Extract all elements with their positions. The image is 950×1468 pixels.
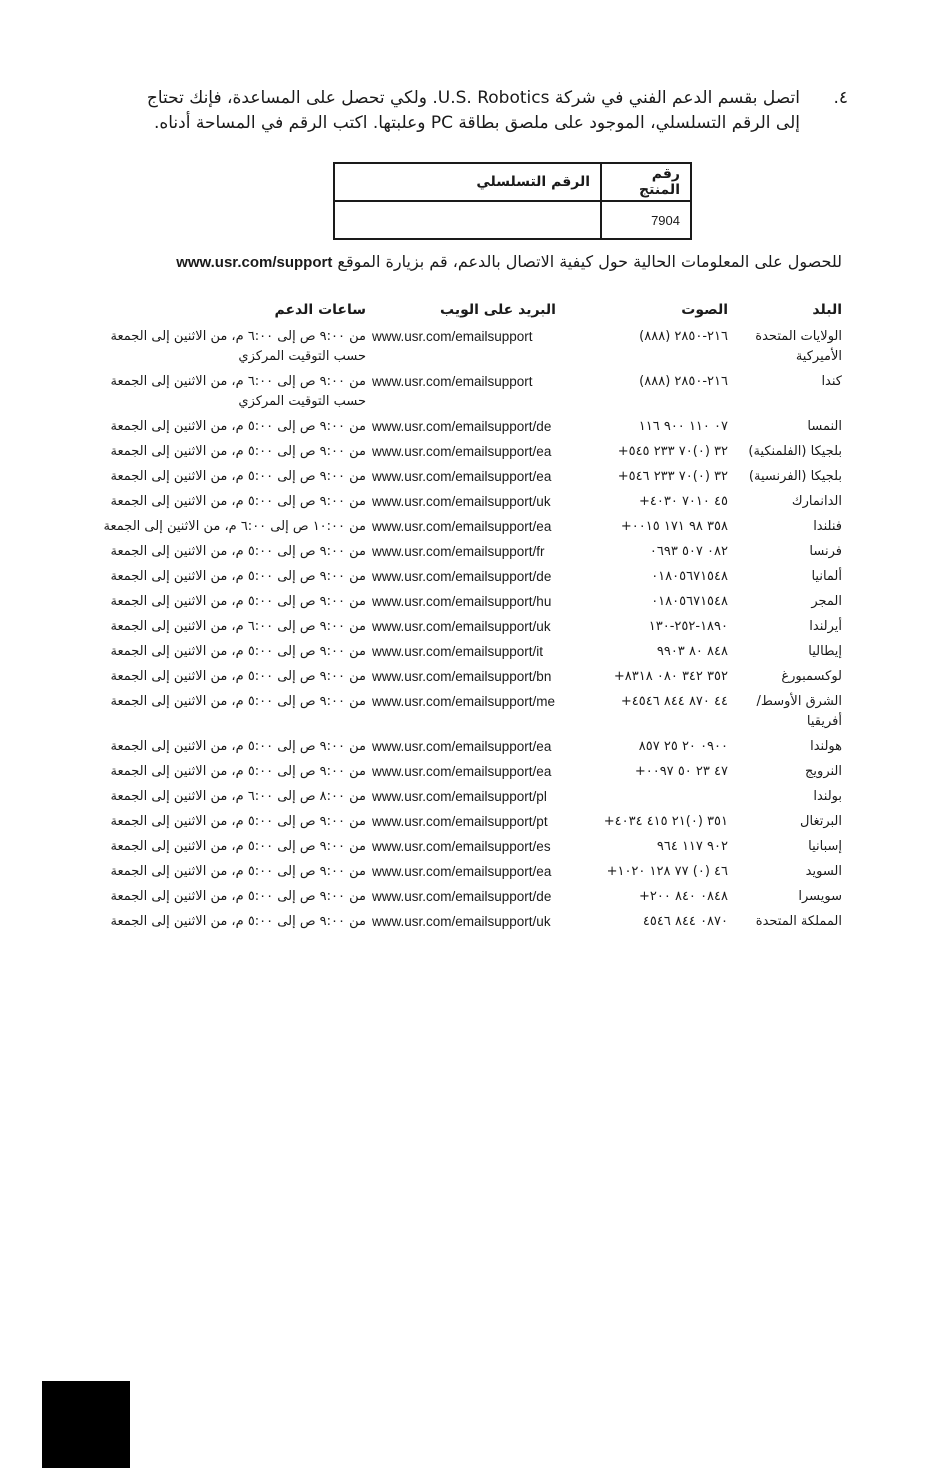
support-website-line (96, 252, 842, 271)
email-link[interactable]: www.usr.com/emailsupport (372, 329, 533, 344)
hours-cell: من ٩:٠٠ ص إلى ٥:٠٠ م، من الاثنين إلى الجمعة (110, 694, 366, 709)
table-row (100, 759, 842, 784)
hours-cell: من ٩:٠٠ ص إلى ٥:٠٠ م، من الاثنين إلى الجمعة (110, 739, 366, 754)
email-column-header: البريد على الويب (440, 302, 556, 318)
table-row (100, 439, 842, 464)
email-link[interactable]: www.usr.com/emailsupport/es (372, 839, 551, 854)
hours-cell: من ٩:٠٠ ص إلى ٥:٠٠ م، من الاثنين إلى الجمعة (110, 469, 366, 484)
country-cell: بلجيكا (الفلمنكية) (748, 444, 842, 459)
country-cell: ألمانيا (811, 569, 842, 584)
hours-cell: من ٩:٠٠ ص إلى ٥:٠٠ م، من الاثنين إلى الجمعة (110, 814, 366, 829)
hours-cell: من ٩:٠٠ ص إلى ٦:٠٠ م، من الاثنين إلى الجمعة حسب التوقيت المركزي (110, 329, 366, 364)
serial-number-header: الرقم التسلسلي (334, 163, 601, 201)
country-cell: بولندا (813, 789, 842, 804)
country-cell: الولايات المتحدة الأميركية (755, 329, 842, 364)
hours-cell: من ٨:٠٠ ص إلى ٦:٠٠ م، من الاثنين إلى الجمعة (110, 789, 366, 804)
phone-cell: ٩٠٢ ١١٧ ٩٦٤ (656, 839, 728, 854)
phone-cell: ١٨٩٠-٢٥٢-١٣٠ (648, 619, 728, 634)
email-link[interactable]: www.usr.com/emailsupport/me (372, 694, 556, 709)
country-cell: فنلندا (813, 519, 842, 534)
phone-cell: (٨٨٨) ٢١٦-٢٨٥٠ (639, 329, 728, 344)
phone-cell: +٣٥٢ ٣٤٢ ٠٨٠ ٨٣١٨ (613, 669, 728, 684)
email-link[interactable]: www.usr.com/emailsupport/uk (372, 494, 551, 509)
serial-number-field[interactable] (334, 201, 601, 239)
phone-cell: +٤٤ ٨٧٠ ٨٤٤ ٤٥٤٦ (620, 694, 728, 709)
country-cell: لوكسمبورغ (781, 669, 842, 684)
support-table-header-row (100, 296, 842, 324)
hours-cell: من ٩:٠٠ ص إلى ٥:٠٠ م، من الاثنين إلى الجمعة (110, 419, 366, 434)
hours-cell: من ٩:٠٠ ص إلى ٥:٠٠ م، من الاثنين إلى الجمعة (110, 569, 366, 584)
support-website-text: للحصول على المعلومات الحالية حول كيفية الاتصال بالدعم، قم بزيارة الموقع (337, 252, 842, 271)
table-row (100, 884, 842, 909)
hours-cell: من ٩:٠٠ ص إلى ٥:٠٠ م، من الاثنين إلى الجمعة (110, 594, 366, 609)
phone-cell: ٠٩٠٠ ٢٠ ٢٥ ٨٥٧ (638, 739, 728, 754)
table-row (100, 639, 842, 664)
table-row (100, 614, 842, 639)
phone-cell (588, 784, 738, 809)
email-link[interactable]: www.usr.com/emailsupport/pl (372, 789, 547, 804)
hours-cell: من ٩:٠٠ ص إلى ٥:٠٠ م، من الاثنين إلى الجمعة (110, 544, 366, 559)
phone-cell: ٠٧ ١١٠ ٩٠٠ ١١٦ (638, 419, 728, 434)
table-row (100, 414, 842, 439)
phone-cell: (٨٨٨) ٢١٦-٢٨٥٠ (639, 374, 728, 389)
country-cell: الدانمارك (791, 494, 842, 509)
hours-cell: من ٩:٠٠ ص إلى ٦:٠٠ م، من الاثنين إلى الجمعة حسب التوقيت المركزي (110, 374, 366, 409)
country-cell: الشرق الأوسط/ أفريقيا (756, 694, 842, 729)
table-row (100, 564, 842, 589)
hours-column-header: ساعات الدعم (274, 302, 366, 318)
hours-cell: من ١٠:٠٠ ص إلى ٦:٠٠ م، من الاثنين إلى الجمعة (103, 519, 366, 534)
email-link[interactable]: www.usr.com/emailsupport/fr (372, 544, 545, 559)
phone-cell: +٤٧ ٢٣ ٥٠ ٠٠٩٧ (634, 764, 728, 779)
hours-cell: من ٩:٠٠ ص إلى ٥:٠٠ م، من الاثنين إلى الجمعة (110, 644, 366, 659)
phone-column-header: الصوت (681, 302, 728, 318)
country-cell: هولندا (810, 739, 842, 754)
email-link[interactable]: www.usr.com/emailsupport/ea (372, 864, 552, 879)
phone-cell: ٠١٨٠٥٦٧١٥٤٨ (651, 569, 728, 584)
table-row (100, 689, 842, 734)
product-number-header: رقم المنتج (601, 163, 691, 201)
table-row (100, 784, 842, 809)
email-link[interactable]: www.usr.com/emailsupport/de (372, 569, 552, 584)
table-row (100, 809, 842, 834)
step-line-2: إلى الرقم التسلسلي، الموجود على ملصق بطاقة PC وعلبتها. اكتب الرقم في المساحة أدناه. (153, 113, 800, 133)
hours-cell: من ٩:٠٠ ص إلى ٥:٠٠ م، من الاثنين إلى الجمعة (110, 494, 366, 509)
hours-cell: من ٩:٠٠ ص إلى ٥:٠٠ م، من الاثنين إلى الجمعة (110, 889, 366, 904)
step-4-instructions (100, 86, 848, 136)
table-row (100, 539, 842, 564)
country-cell: كندا (821, 374, 842, 389)
email-link[interactable]: www.usr.com/emailsupport/ea (372, 444, 552, 459)
phone-cell: +٠٨٤٨ ٨٤٠ ٢٠٠ (638, 889, 728, 904)
country-cell: إسبانيا (808, 839, 842, 854)
phone-cell: +٣٢ (٠)٧٠ ٢٣٣ ٥٤٥ (617, 444, 728, 459)
hours-cell: من ٩:٠٠ ص إلى ٥:٠٠ م، من الاثنين إلى الجمعة (110, 914, 366, 929)
email-link[interactable]: www.usr.com/emailsupport/pt (372, 814, 548, 829)
email-link[interactable]: www.usr.com/emailsupport/hu (372, 594, 552, 609)
table-row (100, 589, 842, 614)
country-cell: بلجيكا (الفرنسية) (748, 469, 842, 484)
step-line-1: اتصل بقسم الدعم الفني في شركة U.S. Robotics. ولكي تحصل على المساعدة، فإنك تحتاج (146, 88, 800, 108)
table-row (100, 464, 842, 489)
table-row (100, 859, 842, 884)
country-cell: فرنسا (809, 544, 842, 559)
country-cell: سويسرا (798, 889, 842, 904)
table-row (100, 834, 842, 859)
country-cell: المملكة المتحدة (755, 914, 842, 929)
email-link[interactable]: www.usr.com/emailsupport/uk (372, 914, 551, 929)
table-row (100, 514, 842, 539)
phone-cell: ٠٨٢ ٥٠٧ ٠٦٩٣ (649, 544, 728, 559)
phone-cell: ٠٨٧٠ ٨٤٤ ٤٥٤٦ (642, 914, 728, 929)
serial-number-table (333, 162, 692, 240)
support-contacts-table (100, 296, 842, 934)
email-link[interactable]: www.usr.com/emailsupport/uk (372, 619, 551, 634)
country-cell: أيرلندا (809, 619, 842, 634)
email-link[interactable]: www.usr.com/emailsupport/de (372, 419, 552, 434)
country-cell: السويد (805, 864, 842, 879)
hours-cell: من ٩:٠٠ ص إلى ٥:٠٠ م، من الاثنين إلى الجمعة (110, 444, 366, 459)
table-row (100, 324, 842, 369)
hours-cell: من ٩:٠٠ ص إلى ٥:٠٠ م، من الاثنين إلى الجمعة (110, 864, 366, 879)
email-link[interactable]: www.usr.com/emailsupport/ea (372, 739, 552, 754)
phone-cell: +٤٥ ٧٠١٠ ٤٠٣٠ (638, 494, 728, 509)
country-cell: البرتغال (800, 814, 842, 829)
support-table-body (100, 324, 842, 934)
phone-cell: +٣٥٨ ٩٨ ١٧١ ٠٠١٥ (620, 519, 728, 534)
hours-cell: من ٩:٠٠ ص إلى ٦:٠٠ م، من الاثنين إلى الجمعة (110, 619, 366, 634)
table-row (100, 734, 842, 759)
page-edge-tab (42, 1381, 130, 1468)
email-link[interactable]: www.usr.com/emailsupport/ea (372, 469, 552, 484)
support-website-link[interactable]: www.usr.com/support (176, 254, 333, 271)
email-link[interactable]: www.usr.com/emailsupport/ea (372, 764, 552, 779)
table-row (100, 369, 842, 414)
country-cell: المجر (811, 594, 842, 609)
hours-cell: من ٩:٠٠ ص إلى ٥:٠٠ م، من الاثنين إلى الجمعة (110, 764, 366, 779)
hours-cell: من ٩:٠٠ ص إلى ٥:٠٠ م، من الاثنين إلى الجمعة (110, 669, 366, 684)
country-cell: النمسا (807, 419, 842, 434)
phone-cell: ٠١٨٠٥٦٧١٥٤٨ (651, 594, 728, 609)
country-column-header: البلد (812, 302, 842, 318)
email-link[interactable]: www.usr.com/emailsupport/de (372, 889, 552, 904)
phone-cell: +٤٦ (٠) ٧٧ ١٢٨ ١٠٢٠ (606, 864, 728, 879)
country-cell: النرويج (805, 764, 842, 779)
phone-cell: +٣٢ (٠)٧٠ ٢٣٣ ٥٤٦ (617, 469, 728, 484)
product-number-value: 7904 (601, 201, 691, 239)
phone-cell: ٨٤٨ ٨٠ ٩٩٠٣ (656, 644, 728, 659)
email-link[interactable]: www.usr.com/emailsupport/bn (372, 669, 552, 684)
step-number: ٤. (833, 88, 848, 108)
country-cell: إيطاليا (808, 644, 842, 659)
email-link[interactable]: www.usr.com/emailsupport/ea (372, 519, 552, 534)
table-row (100, 664, 842, 689)
table-row (100, 489, 842, 514)
table-row (100, 909, 842, 934)
email-link[interactable]: www.usr.com/emailsupport/it (372, 644, 544, 659)
hours-cell: من ٩:٠٠ ص إلى ٥:٠٠ م، من الاثنين إلى الجمعة (110, 839, 366, 854)
email-link[interactable]: www.usr.com/emailsupport (372, 374, 533, 389)
phone-cell: +٣٥١ (٠)٢١ ٤١٥ ٤٠٣٤ (603, 814, 728, 829)
